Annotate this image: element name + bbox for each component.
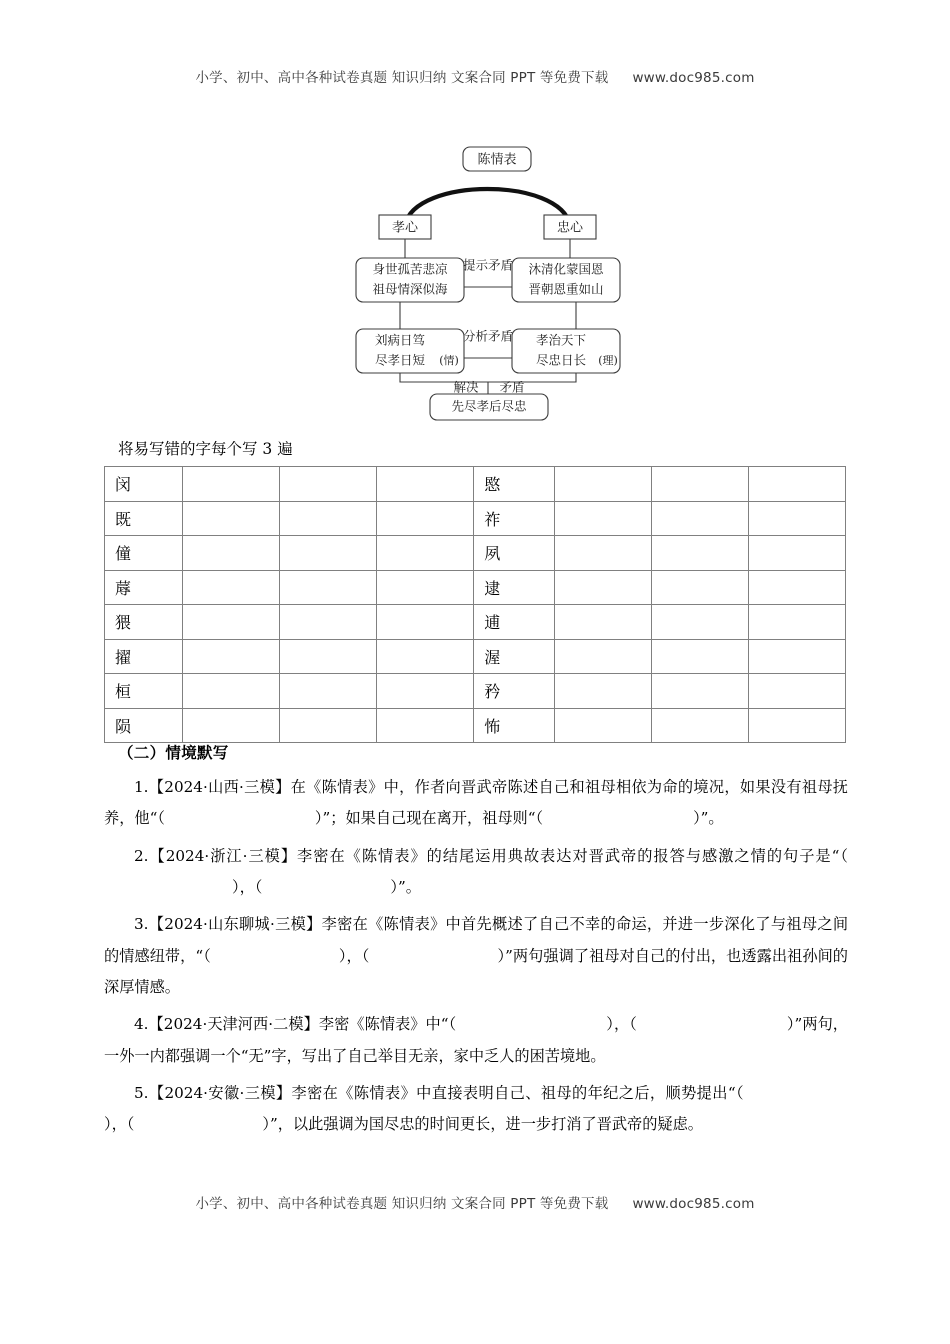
diagram-root-label: 陈情表 (477, 152, 517, 168)
question-item (104, 841, 848, 904)
practice-blank[interactable] (651, 467, 748, 502)
diagram-conclusion-label: 先尽孝后尽忠 (451, 398, 527, 414)
question-item (104, 909, 848, 1003)
character-practice-table (104, 466, 846, 743)
practice-blank[interactable] (651, 605, 748, 640)
practice-char-left[interactable]: 僮 (105, 536, 183, 571)
practice-blank[interactable] (377, 639, 474, 674)
practice-blank[interactable] (748, 639, 845, 674)
question-number: 2. (134, 846, 149, 865)
practice-blank[interactable] (182, 639, 279, 674)
practice-char-right[interactable]: 渥 (474, 639, 554, 674)
question-item (104, 1009, 848, 1072)
header-text: 小学、初中、高中各种试卷真题 知识归纳 文案合同 PPT 等免费下载 (195, 70, 609, 86)
practice-blank[interactable] (748, 674, 845, 709)
practice-blank[interactable] (279, 467, 376, 502)
diagram-row2-left-tag: (情) (439, 354, 459, 367)
practice-blank[interactable] (279, 536, 376, 571)
question-text-part1: 李密《陈情表》中“（ (318, 1015, 457, 1034)
diagram-row2-center-label: 分析矛盾 (462, 328, 514, 344)
table-row (105, 639, 846, 674)
diagram-row1-center-label: 提示矛盾 (462, 257, 514, 273)
diagram-row2-left-line1: 刘病日笃 (374, 332, 426, 348)
practice-blank[interactable] (377, 570, 474, 605)
question-number: 3. (134, 915, 149, 934)
diagram-row2-right-line1: 孝治天下 (535, 332, 587, 348)
practice-blank[interactable] (279, 674, 376, 709)
table-row (105, 605, 846, 640)
footer-url: www.doc985.com (632, 1196, 755, 1212)
question-item (104, 1078, 848, 1141)
section-heading: （二）情境默写 (118, 743, 229, 762)
practice-blank[interactable] (651, 674, 748, 709)
table-row (105, 501, 846, 536)
question-text-part2: ），（ (606, 1015, 637, 1034)
question-text-part1: 在《陈情表》中，作者向晋武帝陈述自己和祖母相依为命的境况，如果没有祖母抚养，他“（ (104, 778, 848, 828)
question-source: 【2024·山东聊城·三模】 (148, 915, 322, 934)
practice-blank[interactable] (182, 708, 279, 743)
question-source: 【2024·山西·三模】 (148, 778, 291, 796)
practice-char-right[interactable]: 逋 (474, 605, 554, 640)
diagram-row2-left-line2: 尽孝日短 (374, 352, 426, 368)
diagram-resolve-label-right: 矛盾 (499, 379, 525, 395)
question-text-part1: 李密在《陈情表》的结尾运用典故表达对晋武帝的报答与感激之情的句子是“（ (297, 846, 848, 865)
question-number: 1. (134, 778, 149, 796)
practice-blank[interactable] (182, 570, 279, 605)
practice-blank[interactable] (748, 708, 845, 743)
practice-char-left[interactable]: 闵 (105, 467, 183, 502)
practice-blank[interactable] (651, 536, 748, 571)
question-number: 5. (134, 1083, 149, 1102)
practice-blank[interactable] (279, 501, 376, 536)
practice-char-left[interactable]: 猥 (105, 605, 183, 640)
diagram-resolve-label-left: 解决 (453, 379, 479, 395)
question-text-part2: ），（ (338, 946, 370, 965)
question-text-part1: 李密在《陈情表》中直接表明自己、祖母的年纪之后，顺势提出“（ (291, 1083, 744, 1102)
practice-blank[interactable] (377, 605, 474, 640)
practice-blank[interactable] (279, 605, 376, 640)
practice-char-right[interactable]: 夙 (474, 536, 554, 571)
practice-blank[interactable] (377, 501, 474, 536)
question-source: 【2024·浙江·三模】 (148, 846, 298, 865)
question-text-part2: ），（ (232, 877, 263, 896)
practice-blank[interactable] (748, 536, 845, 571)
mindmap-diagram (0, 132, 950, 432)
footer-text: 小学、初中、高中各种试卷真题 知识归纳 文案合同 PPT 等免费下载 (195, 1196, 609, 1212)
question-text-part3: ）”两句强调了祖母对自己的付出，也透露出祖孙间的深厚情感。 (104, 946, 848, 996)
diagram-row2-right-line2: 尽忠日长 (535, 352, 587, 368)
diagram-row2-right-tag: (理) (598, 354, 618, 367)
page-footer (0, 1192, 950, 1212)
diagram-row1-right-line2: 晋朝恩重如山 (528, 281, 604, 297)
practice-blank[interactable] (554, 501, 651, 536)
practice-blank[interactable] (651, 708, 748, 743)
practice-blank[interactable] (377, 674, 474, 709)
practice-char-left[interactable]: 擢 (105, 639, 183, 674)
practice-blank[interactable] (748, 501, 845, 536)
practice-blank[interactable] (182, 536, 279, 571)
practice-blank[interactable] (651, 570, 748, 605)
practice-char-left[interactable]: 既 (105, 501, 183, 536)
question-text-part3: ）”。 (390, 877, 421, 896)
practice-blank[interactable] (377, 536, 474, 571)
diagram-row1-right-line1: 沐清化蒙国恩 (528, 261, 604, 277)
practice-blank[interactable] (554, 467, 651, 502)
practice-blank[interactable] (279, 570, 376, 605)
questions-list (104, 772, 848, 1146)
practice-char-right[interactable]: 祚 (474, 501, 554, 536)
practice-char-left[interactable]: 蓐 (105, 570, 183, 605)
question-item (104, 772, 848, 835)
question-text-part3: ）”，以此强调为国尽忠的时间更长，进一步打消了晋武帝的疑虑。 (262, 1115, 703, 1134)
table-row (105, 570, 846, 605)
practice-blank[interactable] (182, 467, 279, 502)
table-row (105, 708, 846, 743)
practice-blank[interactable] (182, 605, 279, 640)
question-source: 【2024·安徽·三模】 (148, 1083, 292, 1102)
practice-blank[interactable] (279, 639, 376, 674)
practice-blank[interactable] (182, 501, 279, 536)
practice-char-right[interactable]: 逮 (474, 570, 554, 605)
diagram-left-branch-label: 孝心 (391, 220, 419, 236)
practice-instruction: 将易写错的字每个写 3 遍 (118, 440, 293, 458)
diagram-row1-left-line1: 身世孤苦悲凉 (372, 261, 448, 277)
practice-blank[interactable] (377, 708, 474, 743)
practice-blank[interactable] (651, 639, 748, 674)
practice-char-right[interactable]: 矜 (474, 674, 554, 709)
practice-char-left[interactable]: 桓 (105, 674, 183, 709)
practice-blank[interactable] (554, 536, 651, 571)
practice-blank[interactable] (748, 605, 845, 640)
practice-table-body (105, 467, 846, 743)
question-text-part2: ），（ (104, 1115, 135, 1134)
practice-blank[interactable] (554, 570, 651, 605)
practice-blank[interactable] (554, 639, 651, 674)
practice-blank[interactable] (554, 674, 651, 709)
question-source: 【2024·天津河西·二模】 (148, 1015, 319, 1034)
practice-blank[interactable] (377, 467, 474, 502)
header-url: www.doc985.com (632, 70, 755, 86)
question-text-part2: ）”；如果自己现在离开，祖母则“（ (314, 809, 544, 828)
question-text-part3: ）”。 (693, 809, 724, 828)
diagram-row1-left-line2: 祖母情深似海 (372, 281, 448, 297)
practice-char-left[interactable]: 陨 (105, 708, 183, 743)
question-number: 4. (134, 1015, 149, 1034)
page-header (0, 66, 950, 86)
practice-blank[interactable] (554, 708, 651, 743)
practice-blank[interactable] (748, 570, 845, 605)
practice-char-right[interactable]: 怖 (474, 708, 554, 743)
question-text-part3: ）”两句，一外一内都强调一个“无”字，写出了自己举目无亲，家中乏人的困苦境地。 (104, 1015, 848, 1065)
question-text-part1: 李密在《陈情表》中首先概述了自己不幸的命运，并进一步深化了与祖母之间的情感纽带，“（ (104, 915, 849, 965)
table-row (105, 674, 846, 709)
practice-blank[interactable] (279, 708, 376, 743)
practice-char-right[interactable]: 愍 (474, 467, 554, 502)
practice-blank[interactable] (748, 467, 845, 502)
table-row (105, 536, 846, 571)
diagram-right-branch-label: 忠心 (556, 220, 584, 236)
practice-blank[interactable] (554, 605, 651, 640)
practice-blank[interactable] (182, 674, 279, 709)
table-row (105, 467, 846, 502)
practice-blank[interactable] (651, 501, 748, 536)
